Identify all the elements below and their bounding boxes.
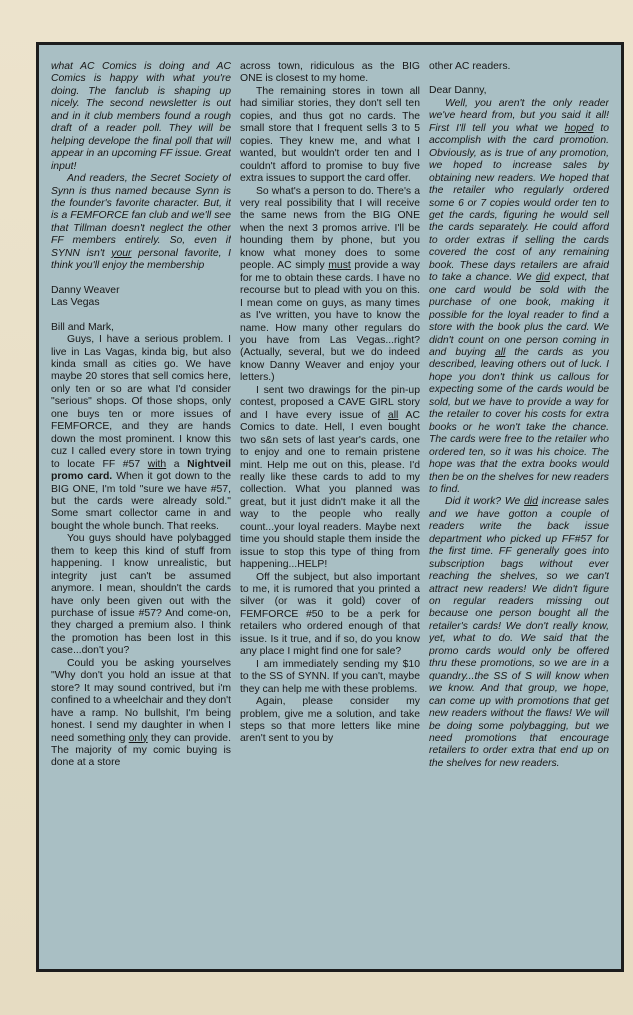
letters-column-panel — [36, 42, 624, 972]
letter-paragraph: You guys should have polybagged them to keep this kind of stuff from happening. I know unrealistic, but integrity just can't be assumed anymore. I mean, shouldn't the cards have only been given out with the purchase of issue #57? And come-on, they charged a premium also. I think the promotion has been lost in this case...don't you? — [51, 533, 231, 657]
letter-paragraph: Guys, I have a serious problem. I live in Las Vagas, kinda big, but also kinda small as cities go. We have maybe 20 stores that sell comics here, only ten or so are what I'd consider "serious" shops. Of those shops, only one buys ten or more issues of FEMFORCE, and they are hands down the most prominent. I know this cuz I called every store in town trying to locate FF #57 with a Nightveil promo card. When it got down to the BIG ONE, I'm told "sure we have #57, but the cards were already sold." Some smart collector came in and bought the whole bunch. That reeks. — [51, 334, 231, 532]
signature-name: Danny Weaver — [51, 284, 120, 296]
editor-reply-paragraph: Did it work? We did increase sales and we have gotton a couple of readers write the back issue department who picked up FF#57 for the first time. FF generally goes into subscription bags without ever reaching the shelves, so we can't attract new readers! We didn't figure on regular readers missing out because one person bought all the retailer's cards! We don't really know, yet, what to do. We said that the promo cards would only be offered thru these promotions, so we are in a quandry...the SS of S will know when we know. And that group, we hope, can come up with promotions that get new readers without the flaws! We will be doing some polybagging, but we need promotions that encourage retailers to order extra that end up on the shelves for new readers. — [429, 496, 609, 769]
letter-greeting: Bill and Mark, — [51, 321, 114, 333]
signature-city: Las Vegas — [51, 297, 100, 309]
letter-paragraph: The remaining stores in town all had similiar stories, they don't sell ten copies, and thus got no cards. The small store that I frequent sells 3 to 5 copies. They knew me, and what I wanted, but wouldn't order ten and I couldn't afford to promise to buy five extra issues to support the card offer. — [240, 85, 420, 185]
letter-paragraph: I sent two drawings for the pin-up contest, proposed a CAVE GIRL story and I have every issue of all AC Comics to date. Hell, I even bought two s&n sets of last year's cards, one to enjoy and one to remain pristene mint. Help me out on this, please. I'd really like these cards to add to my collection. What you planned was great, but it just didn't make it all the way to the people who really count...your loyal readers. Maybe next time you should staple them inside the issue to stop this type of thing from happening...HELP! — [240, 384, 420, 571]
letter-paragraph: other AC readers. — [429, 61, 511, 72]
reply-greeting: Dear Danny, — [429, 85, 487, 97]
column-2 — [240, 61, 420, 963]
editor-reply-paragraph: And readers, the Secret Society of Synn is thus named because Synn is the founder's favorite character. But, it is a FEMFORCE fan club and we'll see that Tillman doesn't neglect the other FF members entirely. So, even if SYNN isn't your personal favorite, I think you'll enjoy the membership — [51, 173, 231, 272]
letter-paragraph: Again, please consider my problem, give me a solution, and take steps so that more letters like mine aren't sent to you by — [240, 696, 420, 745]
letter-paragraph: So what's a person to do. There's a very real possibility that I will receive the same news from the BIG ONE when the next 3 promos arrive. I'll be hounding them by phone, but you know what money does to some people. AC simply must provide a way for me to obtain these cards. I have no recourse but to plead with you on this. I mean come on guys, as many times as I've written, you have to know the name. How many other regulars do you have from Las Vegas...right? (Actually, several, but we do indeed know Danny Weaver and enjoy your letters.) — [240, 185, 420, 384]
letter-paragraph: Could you be asking yourselves "Why don't you hold an issue at that store? It may sound contrived, but i'm confined to a wheelchair and they don't have a ramp. No bullshit, I'm being honest. I send my daughter in when I need something only they can provide. The majority of my comic buying is done at a store — [51, 657, 231, 769]
letter-paragraph: I am immediately sending my $10 to the SS of SYNN. If you can't, maybe they can help me with these problems. — [240, 658, 420, 695]
column-1 — [51, 61, 231, 963]
editor-reply-continued: what AC Comics is doing and AC Comics is happy with what you're doing. The fanclub is shaping up nicely. The second newsletter is out and in it club members found a rough draft of a reader poll. They will be helping develope the final poll that will appear in an upcoming FF issue. Great input! — [51, 61, 231, 172]
letter-paragraph: across town, ridiculous as the BIG ONE is closest to my home. — [240, 61, 420, 85]
editor-reply-paragraph: Well, you aren't the only reader we've heard from, but you said it all! First I'll tell you what we hoped to accomplish with the card promotion. Obviously, as is true of any promotion, we hoped to increase sales by obtaining new readers. We hoped that the retailer who regularly ordered some 6 or 7 copies would order ten to get the cards, figuring he would sell the cards separately. He could afford to order extras if selling the cards covered the cost of any remaining book. These days retailers are afraid to take a chance. We did expect, that one card would be sold with the purchase of one book, making it possible for the loyal reader to find a store with the book plus the card. We didn't count on one person coming in and buying all the cards as you described, leaving others out of luck. I hope you don't think us callous for expecting some of the cards would be sold, but we have to provide a way for the retailer to cover his costs for extra books or he won't take the chance. The cards were free to the retailer who ordered ten, so it was his choice. The hope was that the extra books would then be on the shelves for new readers to find. — [429, 97, 609, 495]
letter-paragraph: Off the subject, but also important to me, it is rumored that you printed a silver (or was it gold) cover of FEMFORCE #50 to be a perk for retailers who ordered enough of that issue. Is it true, and if so, do you know any place I might find one for sale? — [240, 571, 420, 658]
column-3 — [429, 61, 609, 963]
